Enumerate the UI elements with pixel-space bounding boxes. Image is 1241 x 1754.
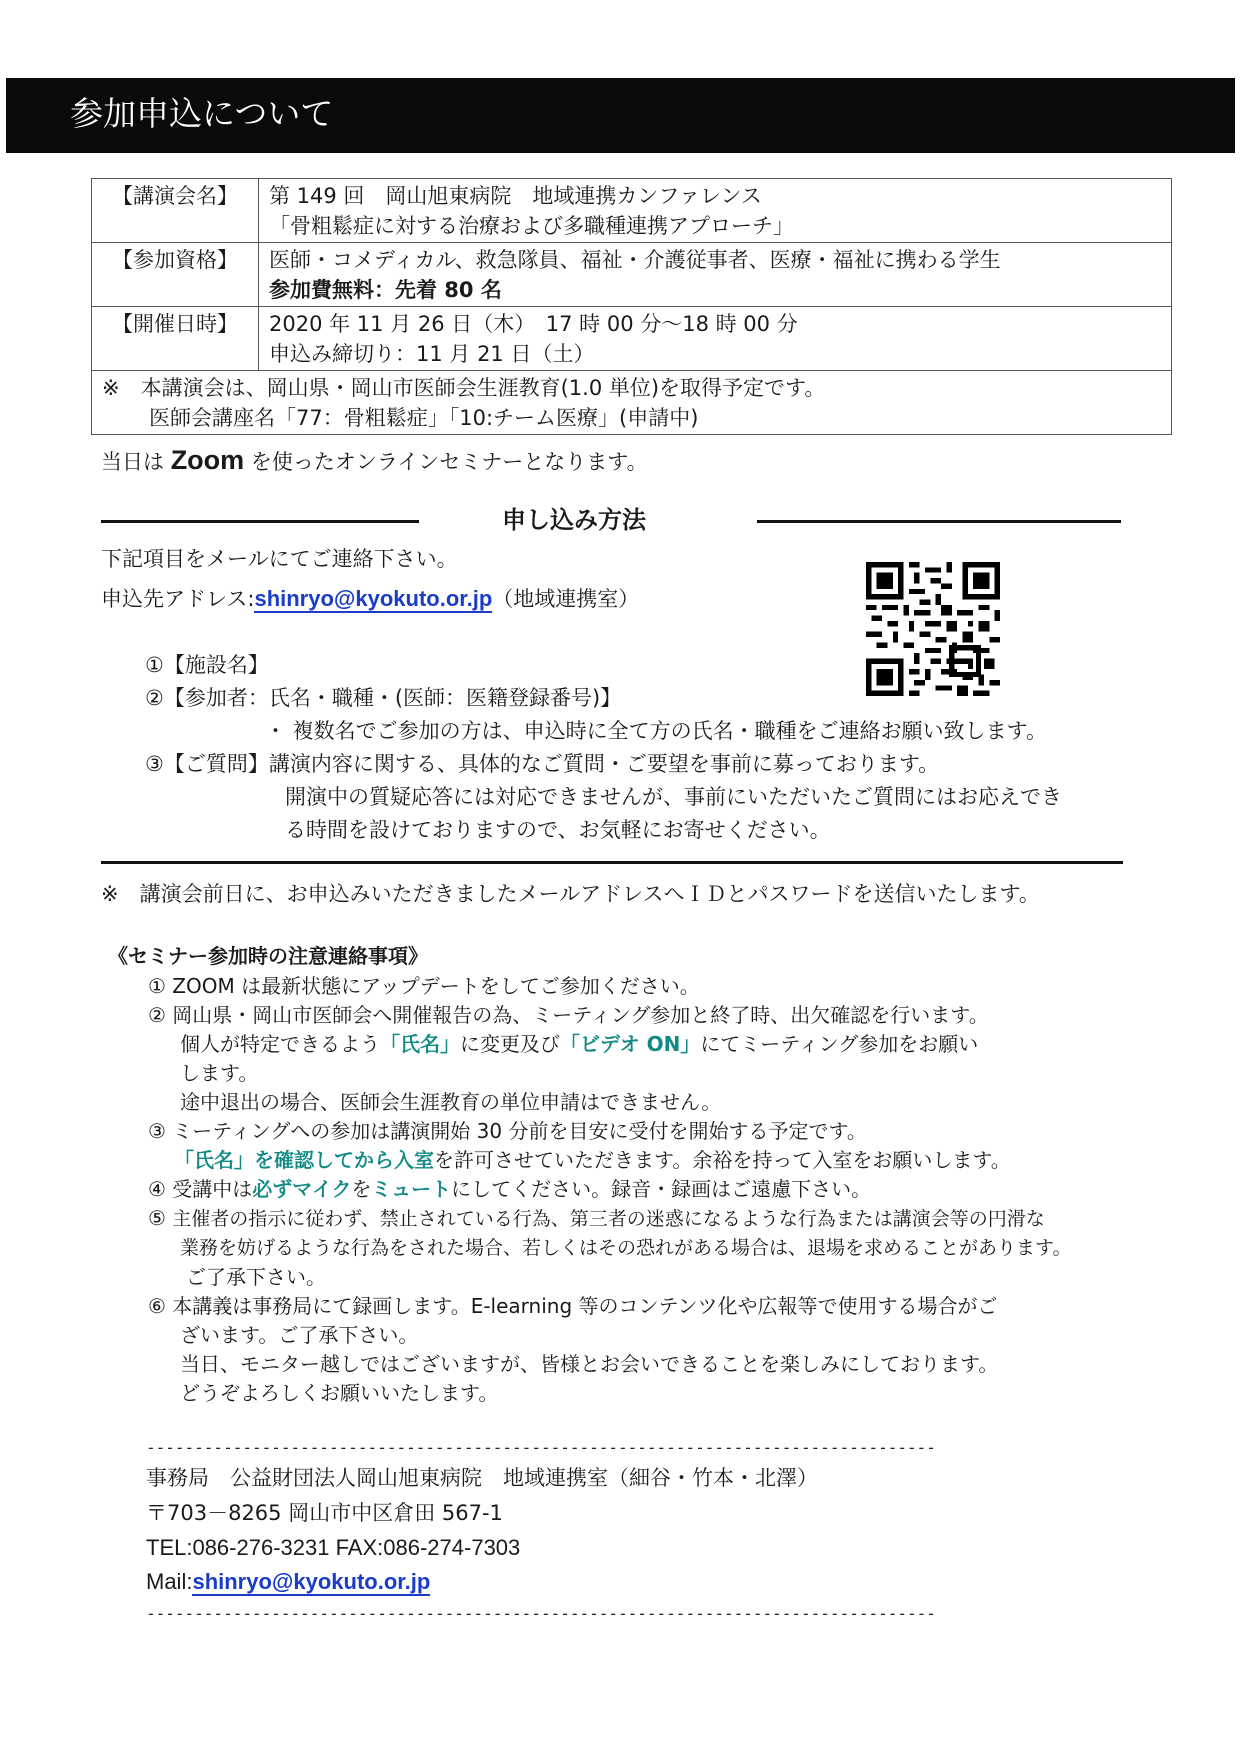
footer-dash-top: ---------------------------------------------------------------------------------- <box>146 1438 936 1457</box>
cme-note-cell <box>92 371 1172 435</box>
qr-code <box>866 562 1000 696</box>
footer-address: 〒703－8265 岡山市中区倉田 567-1 <box>146 1501 503 1525</box>
item-facility: ①【施設名】 <box>145 653 269 677</box>
note-2-line2 <box>148 1030 1071 1059</box>
note-5-line3: ご了承下さい。 <box>186 1265 326 1289</box>
num-2: ② <box>148 1003 166 1027</box>
page-title: 参加申込について <box>70 94 334 133</box>
note-1: ZOOM は最新状態にアップデートをしてご参加ください。 <box>172 974 700 998</box>
cme-note-line2: 医師会講座名「77：骨粗鬆症」「10:チーム医療」(申請中) <box>149 406 699 430</box>
label-event-name: 【講演会名】 <box>92 179 259 243</box>
item-question-head: ③【ご質問】 <box>145 752 269 776</box>
list-item <box>148 972 1071 1001</box>
zoom-notice <box>101 441 648 480</box>
zoom-suffix: を使ったオンラインセミナーとなります。 <box>250 450 648 474</box>
eligibility-cell <box>259 243 1172 307</box>
seminar-notes-title: 《セミナー参加時の注意連絡事項》 <box>108 944 428 968</box>
note-3-line2 <box>148 1146 1071 1175</box>
num-4: ④ <box>148 1177 166 1201</box>
label-eligibility: 【参加資格】 <box>92 243 259 307</box>
footer-office: 事務局 公益財団法人岡山旭東病院 地域連携室（細谷・竹本・北澤） <box>146 1466 818 1490</box>
footer-mail-label: Mail: <box>146 1569 193 1594</box>
footer-dash-bottom: ---------------------------------------------------------------------------------- <box>146 1604 936 1623</box>
note-5-line1: 主催者の指示に従わず、禁止されている行為、第三者の迷惑になるような行為または講演会等の円滑な <box>172 1208 1045 1230</box>
mic-highlight: 必ずマイク <box>252 1177 352 1201</box>
num-6: ⑥ <box>148 1294 166 1318</box>
item-participant: ②【参加者：氏名・職種・(医師：医籍登録番号)】 <box>145 686 622 710</box>
list-item <box>148 1001 1071 1030</box>
item-question <box>145 749 939 779</box>
num-5: ⑤ <box>148 1206 166 1230</box>
fee-note: 参加費無料：先着 80 名 <box>269 278 502 302</box>
label-datetime: 【開催日時】 <box>92 307 259 371</box>
note-6-line4: どうぞよろしくお願いいたします。 <box>180 1381 499 1405</box>
note-3-text-b: を許可させていただきます。余裕を持って入室をお願いします。 <box>434 1148 1011 1172</box>
datetime-line1: 2020 年 11 月 26 日（木） 17 時 00 分～18 時 00 分 <box>269 312 798 336</box>
deadline-line: 申込み締切り：11 月 21 日（土） <box>269 342 595 366</box>
event-name-line1: 第 149 回 岡山旭東病院 地域連携カンファレンス <box>269 184 762 208</box>
table-row <box>92 243 1172 307</box>
note-6-line2: ざいます。ご了承下さい。 <box>180 1323 419 1347</box>
note-5-line2: 業務を妨げるような行為をされた場合、若しくはその恐れがある場合は、退場を求めることがあります。 <box>180 1237 1072 1259</box>
note-2-line4: 途中退出の場合、医師会生涯教育の単位申請はできません。 <box>180 1090 722 1114</box>
note-3-line1: ミーティングへの参加は講演開始 30 分前を目安に受付を開始する予定です。 <box>172 1119 867 1143</box>
table-row <box>92 371 1172 435</box>
event-name-cell <box>259 179 1172 243</box>
mute-highlight: ミュート <box>371 1177 452 1201</box>
item-participant-note: ・ 複数名でご参加の方は、申込時に全て方の氏名・職種をご連絡お願い致します。 <box>265 719 1047 743</box>
cme-note-line1: ※ 本講演会は、岡山県・岡山市医師会生涯教育(1.0 単位)を取得予定です。 <box>102 376 826 400</box>
list-item <box>148 1204 1071 1234</box>
section-rule-right <box>757 520 1121 523</box>
table-row <box>92 307 1172 371</box>
note-4-text-c: を <box>351 1177 372 1201</box>
application-title: 申し込み方法 <box>502 506 646 534</box>
list-item <box>148 1292 1071 1321</box>
footer-email-link[interactable]: shinryo@kyokuto.or.jp <box>192 1569 431 1594</box>
note-2-text-a: 個人が特定できるよう <box>180 1032 380 1056</box>
note-2-line3: します。 <box>180 1061 259 1085</box>
note-6-line1: 本講義は事務局にて録画します。E-learning 等のコンテンツ化や広報等で使用する場合がご <box>172 1294 998 1318</box>
application-address <box>101 583 639 615</box>
id-password-notice: ※ 講演会前日に、お申込みいただきましたメールアドレスへＩＤとパスワードを送信いたします。 <box>101 882 1040 906</box>
note-2-text-c: に変更及び <box>460 1032 560 1056</box>
datetime-cell <box>259 307 1172 371</box>
num-1: ① <box>148 974 166 998</box>
section-rule-left <box>101 520 419 523</box>
address-suffix: （地域連携室） <box>492 587 640 611</box>
note-2-text-e: にてミーティング参加をお願い <box>700 1032 979 1056</box>
zoom-word: Zoom <box>170 445 245 475</box>
section-end-rule <box>101 861 1123 864</box>
footer-phone: TEL:086-276-3231 FAX:086-274-7303 <box>146 1535 521 1560</box>
event-name-line2: 「骨粗鬆症に対する治療および多職種連携アプローチ」 <box>269 214 794 238</box>
note-2-line1: 岡山県・岡山市医師会へ開催報告の為、ミーティング参加と終了時、出欠確認を行います。 <box>172 1003 989 1027</box>
application-email-link[interactable]: shinryo@kyokuto.or.jp <box>254 586 493 611</box>
table-row <box>92 179 1172 243</box>
admit-highlight: 「氏名」を確認してから入室 <box>174 1148 434 1172</box>
application-intro: 下記項目をメールにてご連絡下さい。 <box>101 547 458 571</box>
list-item <box>148 1117 1071 1146</box>
address-label: 申込先アドレス: <box>101 587 255 611</box>
header-bar <box>6 78 1235 153</box>
list-item <box>148 1175 1071 1204</box>
item-question-line2: 開演中の質疑応答には対応できませんが、事前にいただいたご質問にはお応えでき <box>285 785 1062 809</box>
video-on-highlight: 「ビデオ ON」 <box>560 1032 701 1056</box>
event-info-table <box>91 178 1172 435</box>
note-4-text-a: 受講中は <box>172 1177 253 1201</box>
footer-mail <box>146 1566 430 1598</box>
name-highlight: 「氏名」 <box>380 1032 460 1056</box>
note-4-text-e: にしてください。録音・録画はご遠慮下さい。 <box>451 1177 872 1201</box>
seminar-notes-list <box>148 972 1071 1408</box>
zoom-prefix: 当日は <box>101 450 164 474</box>
item-question-line3: る時間を設けておりますので、お気軽にお寄せください。 <box>285 818 831 842</box>
eligibility-line1: 医師・コメディカル、救急隊員、福祉・介護従事者、医療・福祉に携わる学生 <box>269 248 1001 272</box>
note-6-line3: 当日、モニター越しではございますが、皆様とお会いできることを楽しみにしております。 <box>180 1352 999 1376</box>
num-3: ③ <box>148 1119 166 1143</box>
item-question-line1: 講演内容に関する、具体的なご質問・ご要望を事前に募っております。 <box>268 752 940 776</box>
